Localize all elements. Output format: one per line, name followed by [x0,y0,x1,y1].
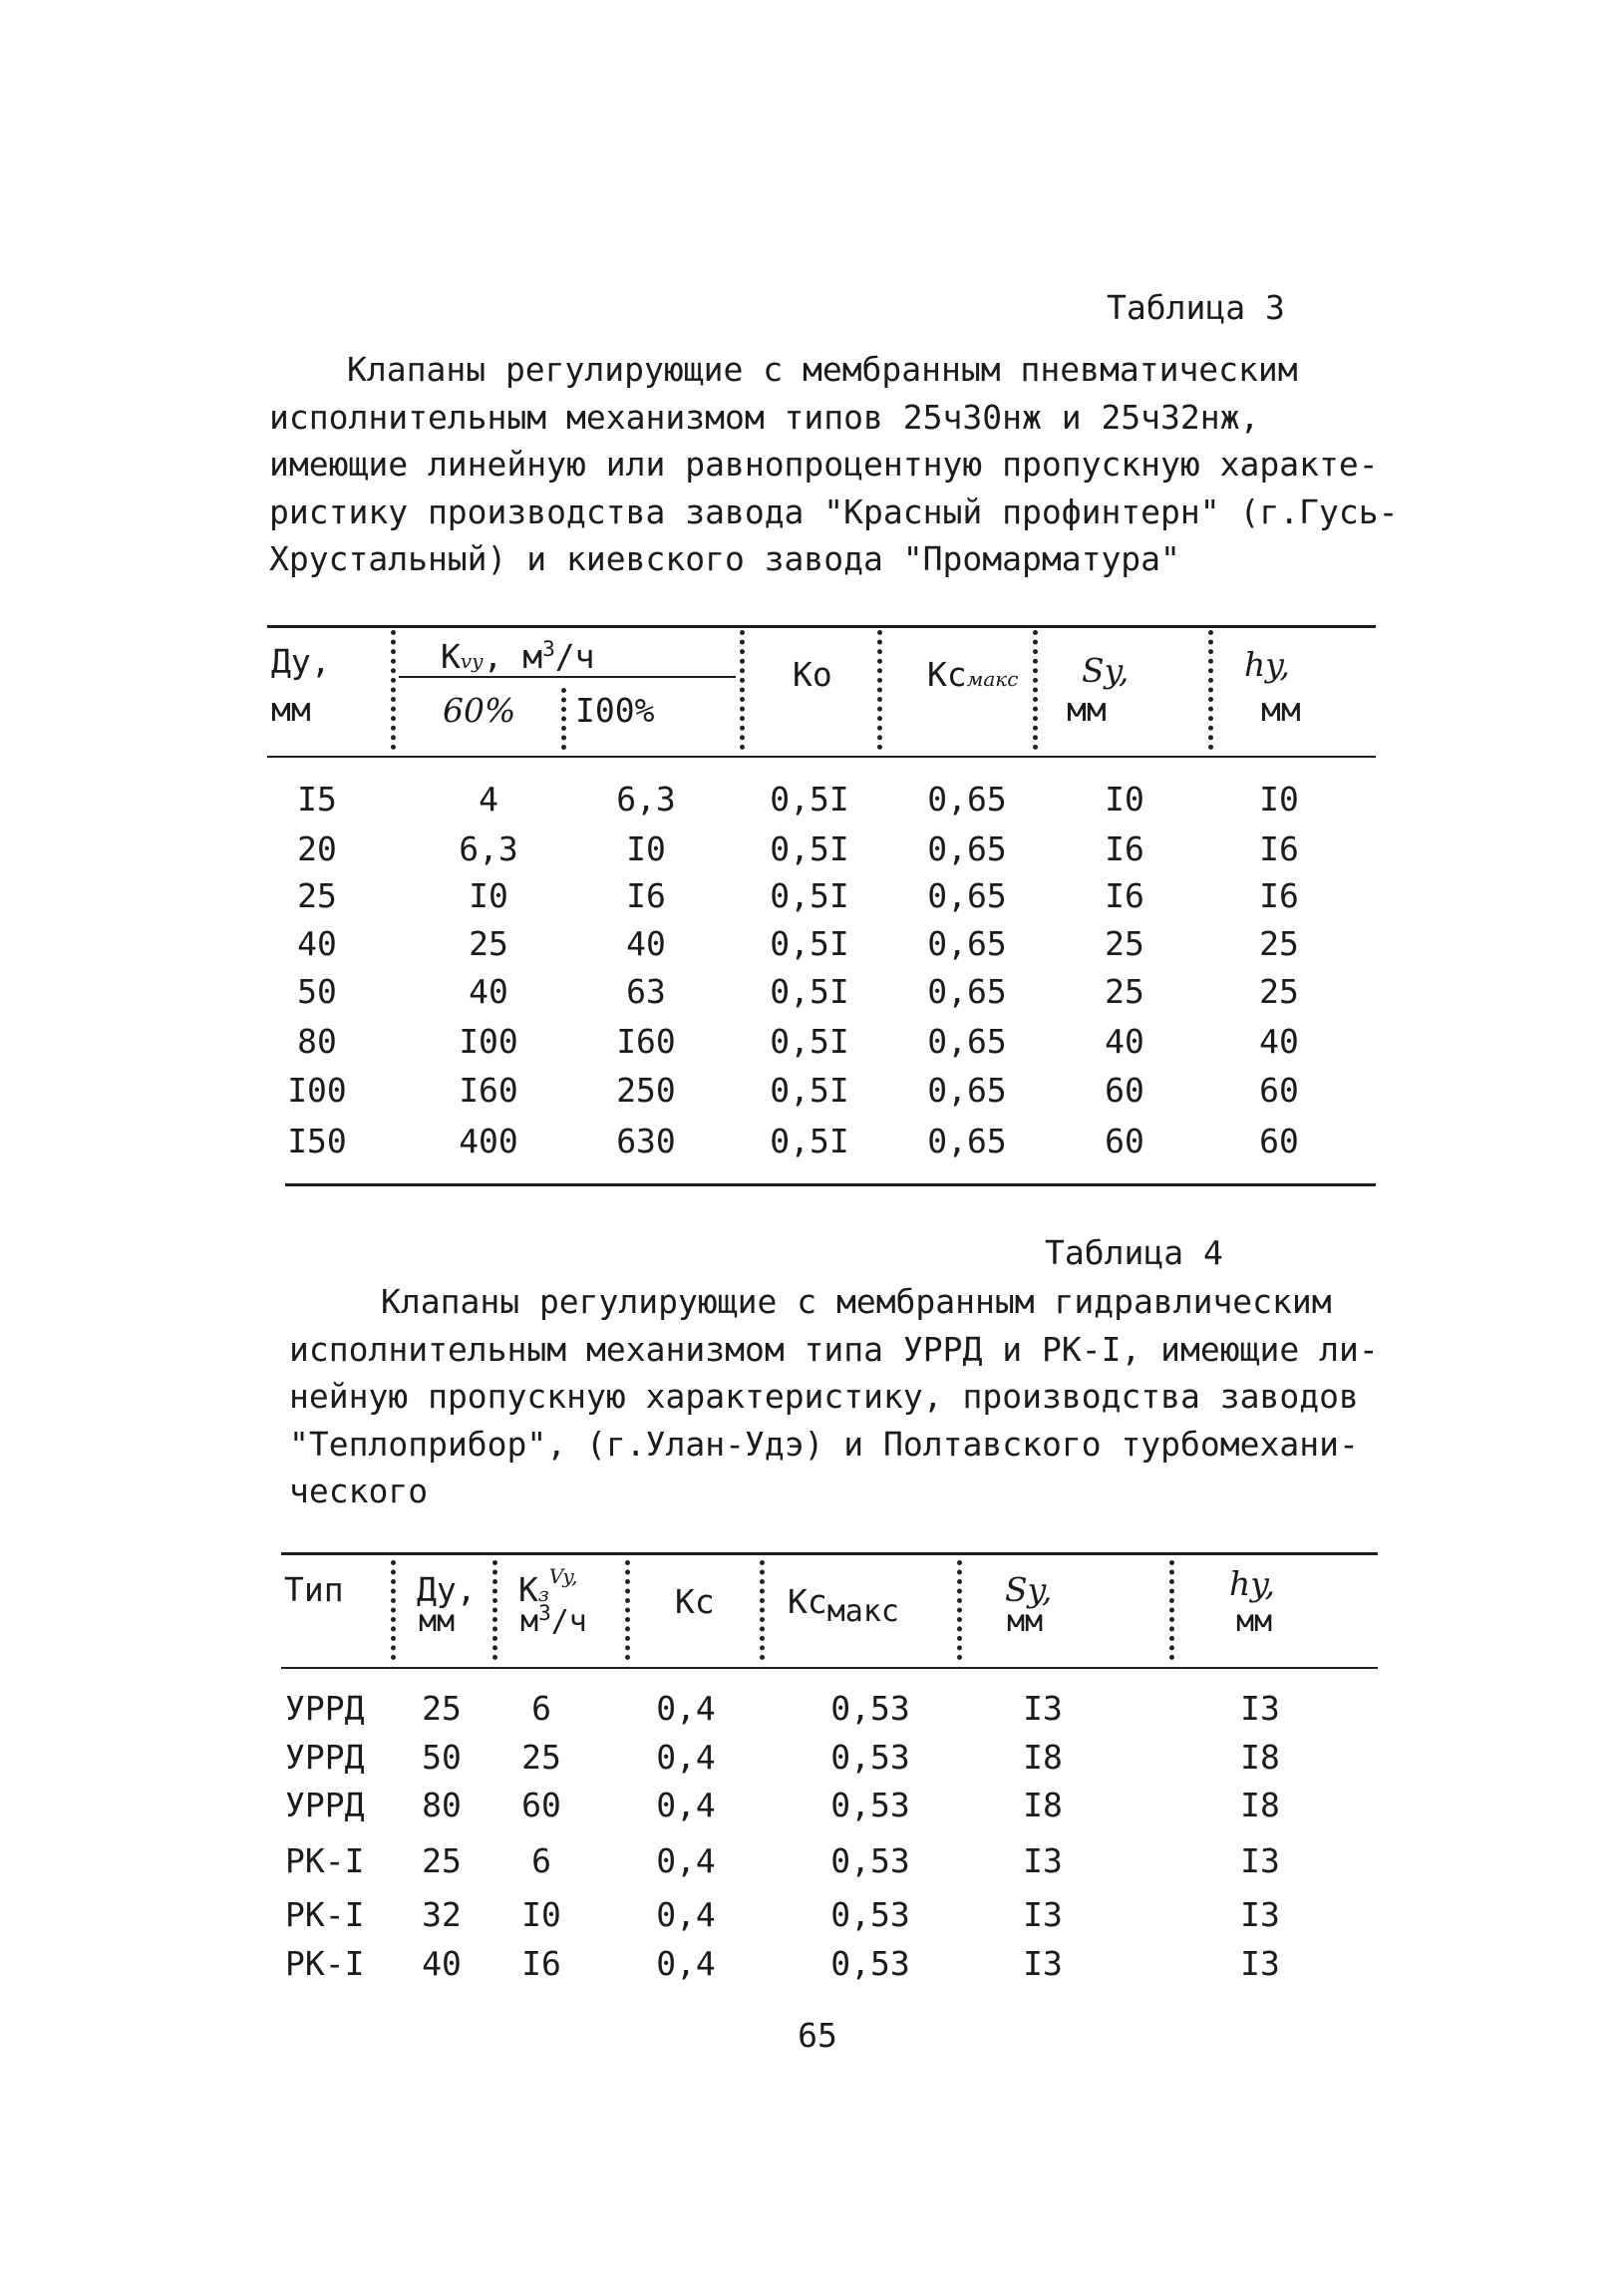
table4-cell: 25 [521,1738,561,1777]
table4-cell: I3 [1023,1689,1063,1728]
table3-header-ksmax: Ксмакс [927,655,1019,694]
table3-cell: 60 [1105,1071,1144,1110]
table3-cell: 400 [459,1122,518,1160]
table3-kvu-underline [399,676,736,678]
table4-row [0,1944,1624,1991]
table4-header-type: Тип [284,1570,344,1609]
table4-cell: УРРД [285,1738,365,1777]
table3-cell: 4 [479,780,498,819]
table3-header-hy-unit: мм [1261,690,1301,729]
table4-header-k-unit: $м^3/ч$ [520,1601,587,1639]
table3-cell: I50 [287,1122,347,1160]
table3-cell: 0,5I [770,1071,849,1110]
table4-col-separator [625,1560,630,1660]
table4-cell: I3 [1240,1944,1280,1983]
table4-cell: I8 [1240,1738,1280,1777]
table4-header-hy: hy, [1229,1564,1276,1603]
table4-cell: 60 [521,1786,561,1824]
table4-cell: 0,53 [830,1944,910,1983]
table3-cell: I60 [459,1071,518,1110]
table4-cell: 6 [531,1689,551,1728]
table4-row [0,1895,1624,1942]
table4-col-separator [492,1560,497,1660]
table3-label: Таблица 3 [1107,288,1285,327]
table4-cell: I3 [1023,1944,1063,1983]
table4-cell: I3 [1023,1895,1063,1934]
table3-cell: 40 [1105,1022,1144,1061]
table3-cell: 0,65 [927,972,1007,1011]
table4-header-sy: Sy, [1005,1570,1053,1609]
table3-row [0,924,1624,971]
table4-cell: I6 [521,1944,561,1983]
table3-cell: 0,65 [927,1122,1007,1160]
table4-cell: 80 [422,1786,462,1824]
table4-cell: 25 [422,1841,462,1880]
table3-row [0,876,1624,923]
table3-cell: I0 [626,829,666,868]
table3-cell: I6 [1259,876,1299,915]
table3-cell: 25 [1259,972,1299,1011]
table3-cell: 50 [297,972,337,1011]
table4-col-separator [391,1560,396,1660]
table4-header-du: Ду, [417,1570,477,1609]
table3-cell: 250 [616,1071,676,1110]
table3-row [0,1022,1624,1069]
table3-row [0,972,1624,1019]
table3-cell: 6,3 [459,829,518,868]
table4-cell: 0,4 [656,1738,716,1777]
table4-cell: 50 [422,1738,462,1777]
table3-cell: 60 [1259,1122,1299,1160]
table4-header-ksmax: Ксмакс [788,1582,899,1629]
table3-cell: 25 [1105,972,1144,1011]
table3-cell: 40 [626,924,666,963]
table3-cell: 0,65 [927,829,1007,868]
table3-title [269,350,1399,590]
table3-cell: 0,5I [770,780,849,819]
table3-cell: I6 [626,876,666,915]
table4-cell: 40 [422,1944,462,1983]
table3-row [0,829,1624,876]
table3-header-kvu: Кvy, $м^3/ч$ [441,637,595,676]
table3-cell: I00 [459,1022,518,1061]
table3-cell: 0,5I [770,876,849,915]
table4-cell: 0,4 [656,1944,716,1983]
page-number: 65 [798,2016,837,2055]
table3-header-sy-unit: мм [1067,690,1107,729]
table3-cell: I60 [616,1022,676,1061]
table4-cell: РК-I [285,1895,365,1934]
table3-cell: I0 [469,876,508,915]
table3-col-separator [877,630,882,750]
table4-cell: УРРД [285,1689,365,1728]
table4-cell: I3 [1240,1895,1280,1934]
table3-title-line: исполнительным механизмом типов 25ч30нж и 25ч32нж, [269,397,1260,437]
table3-cell: 0,5I [770,924,849,963]
table3-cell: I5 [297,780,337,819]
table3-header-rule [267,756,1376,758]
table3-row [0,780,1624,826]
table3-cell: I00 [287,1071,347,1110]
table3-cell: 40 [469,972,508,1011]
table3-title-line: ристику производства завода "Красный профинтерн" (г.Гусь- [269,492,1399,531]
table4-col-separator [957,1560,962,1660]
table3-cell: I0 [1259,780,1299,819]
table4-title-line: Клапаны регулирующие с мембранным гидравлическим [381,1282,1332,1321]
table3-header-sy: Sy, [1082,651,1130,690]
table4-cell: I0 [521,1895,561,1934]
table3-cell: 0,65 [927,924,1007,963]
table3-cell: 40 [297,924,337,963]
table3-cell: 25 [297,876,337,915]
table4-label: Таблица 4 [1045,1233,1223,1272]
table3-cell: 6,3 [616,780,676,819]
table3-cell: 25 [469,924,508,963]
table3-cell: 0,5I [770,972,849,1011]
table4-title-line: исполнительным механизмом типа УРРД и РК-I, имеющие ли- [289,1329,1379,1369]
table3-cell: 40 [1259,1022,1299,1061]
table3-header-du: Ду, [271,642,331,681]
table4-header-hy-unit: мм [1236,1604,1273,1639]
table4-cell: I8 [1240,1786,1280,1824]
table4-cell: 6 [531,1841,551,1880]
table4-row [0,1738,1624,1785]
table3-header-60: 60% [443,691,516,730]
table3-col-separator [391,630,396,750]
table4-title-line: нейную пропускную характеристику, производства заводов [289,1377,1359,1416]
table4-header-k: $Кз^{Vy,}$ [518,1564,578,1609]
table3-cell: 0,65 [927,1022,1007,1061]
table3-row [0,1122,1624,1168]
table4-cell: 0,4 [656,1895,716,1934]
table3-cell: 0,65 [927,780,1007,819]
table3-title-line: Клапаны регулирующие с мембранным пневматическим [347,350,1298,389]
table3-cell: 0,65 [927,1071,1007,1110]
table4-title-line: ческого [289,1472,429,1510]
table4-cell: I8 [1023,1786,1063,1824]
table3-header-du-unit: мм [271,690,311,729]
table3-cell: I0 [1105,780,1144,819]
table4-cell: 32 [422,1895,462,1934]
table4-cell: 0,53 [830,1738,910,1777]
table3-cell: 25 [1259,924,1299,963]
table3-cell: 0,5I [770,1122,849,1160]
table3-cell: 63 [626,972,666,1011]
table3-col-separator [1033,630,1038,750]
table3-cell: 80 [297,1022,337,1061]
table4-cell: РК-I [285,1841,365,1880]
table4-cell: I3 [1023,1841,1063,1880]
table4-cell: 0,53 [830,1841,910,1880]
table4-title-line: "Теплоприбор", (г.Улан-Удэ) и Полтавского турбомехани- [289,1424,1359,1464]
table3-bottom-rule [285,1183,1376,1186]
table3-cell: 0,65 [927,876,1007,915]
table3-col-separator [1208,630,1213,750]
table4-row [0,1841,1624,1888]
table4-col-separator [1169,1560,1174,1660]
table4-header-du-unit: мм [419,1604,456,1639]
table4-cell: 0,53 [830,1895,910,1934]
table3-col-separator [740,630,745,750]
table4-header-ks: Кс [675,1582,715,1621]
table4-cell: 0,53 [830,1786,910,1824]
table3-top-rule [267,625,1376,628]
table4-cell: УРРД [285,1786,365,1824]
table3-cell: 630 [616,1122,676,1160]
table4-cell: 0,4 [656,1786,716,1824]
table3-header-100: I00% [575,691,655,730]
table4-cell: 25 [422,1689,462,1728]
table4-header-sy-unit: мм [1007,1604,1044,1639]
table4-row [0,1786,1624,1832]
table3-cell: 60 [1259,1071,1299,1110]
table4-cell: 0,4 [656,1689,716,1728]
table4-cell: 0,53 [830,1689,910,1728]
table3-cell: 60 [1105,1122,1144,1160]
table3-cell: 20 [297,829,337,868]
table3-cell: I6 [1259,829,1299,868]
table4-col-separator [760,1560,765,1660]
table3-title-line: Хрустальный) и киевского завода "Промарматура" [269,539,1180,578]
table4-cell: РК-I [285,1944,365,1983]
table4-cell: I3 [1240,1689,1280,1728]
table4-row [0,1689,1624,1736]
table4-cell: 0,4 [656,1841,716,1880]
table3-col-separator [561,688,566,750]
table3-title-line: имеющие линейную или равнопроцентную пропускную характе- [269,445,1379,484]
table4-top-rule [281,1552,1378,1555]
table3-cell: I6 [1105,876,1144,915]
table3-row [0,1071,1624,1118]
table3-header-ko: Ко [793,655,832,694]
table3-cell: I6 [1105,829,1144,868]
table4-cell: I8 [1023,1738,1063,1777]
table3-cell: 25 [1105,924,1144,963]
table3-cell: 0,5I [770,1022,849,1061]
table4-cell: I3 [1240,1841,1280,1880]
table3-header-hy: hy, [1244,645,1291,684]
table4-header-rule [281,1667,1378,1669]
table4-title [289,1282,1379,1522]
table3-cell: 0,5I [770,829,849,868]
